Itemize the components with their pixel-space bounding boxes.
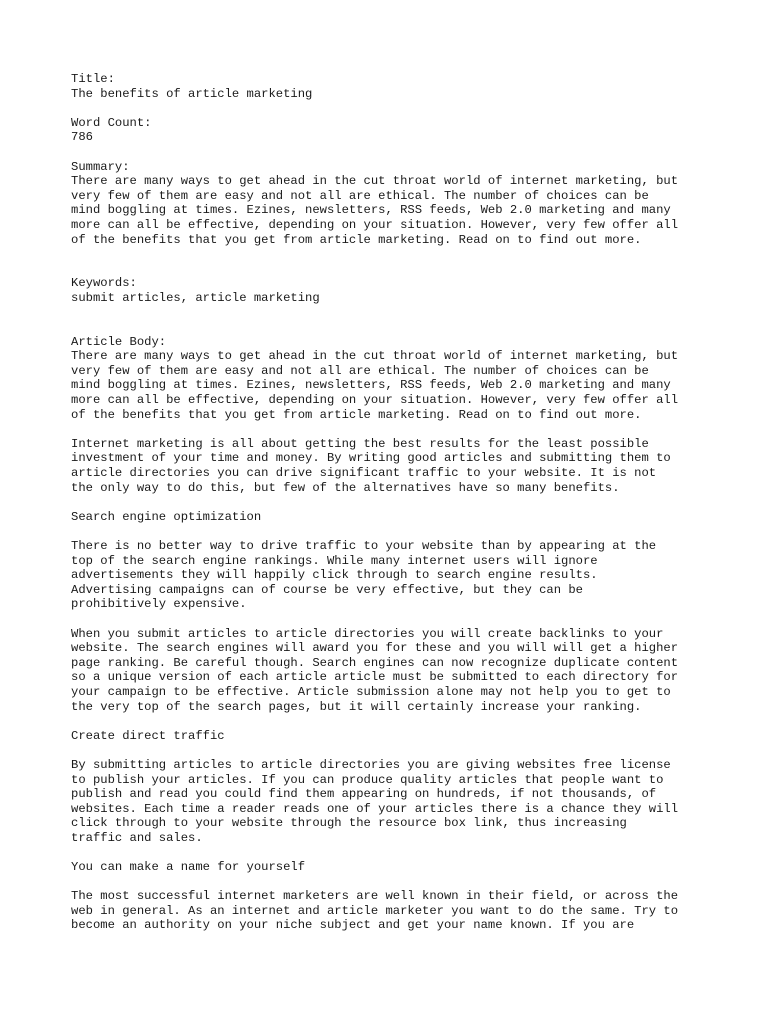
summary-label: Summary: [71, 159, 130, 174]
section-heading-seo: Search engine optimization [71, 509, 262, 524]
body-paragraph: There is no better way to drive traffic to your website than by appearing at the top of the search engine rankings. While many internet users will ignore advertisements they will happily click through to search engine results. Advertising campaigns can of course be very effective, but they can be prohibitively expensive. [71, 539, 657, 612]
word-count-value: 786 [71, 130, 93, 145]
body-paragraph: By submitting articles to article directories you are giving websites free license to publish your articles. If you can produce quality articles that people want to publish and read you could find them appearing on hundreds, if not thousands, of websites. Each time a reader reads one of your articles there is a chance they will click through to your website through the resource box link, thus increasing traffic and sales. [71, 757, 679, 845]
section-heading-make-a-name: You can make a name for yourself [71, 860, 306, 875]
summary-text: There are many ways to get ahead in the cut throat world of internet marketing, but very few of them are easy and not all are ethical. The number of choices can be mind boggling at times. Ezines, newsletters, RSS feeds, Web 2.0 marketing and many more can all be effective, depending on your situation. However, very few offer all of the benefits that you get from article marketing. Read on to find out more. [71, 174, 679, 247]
body-paragraph: Internet marketing is all about getting the best results for the least possible investment of your time and money. By writing good articles and submitting them to article directories you can drive significant traffic to your website. It is not the only way to do this, but few of the alternatives have so many benefits. [71, 436, 671, 495]
keywords-label: Keywords: [71, 276, 137, 291]
title-label: Title: [71, 72, 115, 86]
keywords-value: submit articles, article marketing [71, 290, 320, 305]
document-page [71, 72, 731, 933]
body-paragraph-intro: There are many ways to get ahead in the cut throat world of internet marketing, but very few of them are easy and not all are ethical. The number of choices can be mind boggling at times. Ezines, newsletters, RSS feeds, Web 2.0 marketing and many more can all be effective, depending on your situation. However, very few offer all of the benefits that you get from article marketing. Read on to find out more. [71, 349, 679, 422]
word-count-label: Word Count: [71, 115, 152, 130]
body-paragraph: The most successful internet marketers are well known in their field, or across the web in general. As an internet and article marketer you want to do the same. Try to become an authority on your niche subject and get your name known. If you are [71, 889, 679, 933]
title-value: The benefits of article marketing [71, 86, 313, 101]
section-heading-direct-traffic: Create direct traffic [71, 728, 225, 743]
body-paragraph: When you submit articles to article directories you will create backlinks to your website. The search engines will award you for these and you will will get a higher page ranking. Be careful though. Search engines can now recognize duplicate content so a unique version of each article article must be submitted to each directory for your campaign to be effective. Article submission alone may not help you to get to the very top of the search pages, but it will certainly increase your ranking. [71, 626, 679, 714]
article-body-label: Article Body: [71, 334, 167, 349]
